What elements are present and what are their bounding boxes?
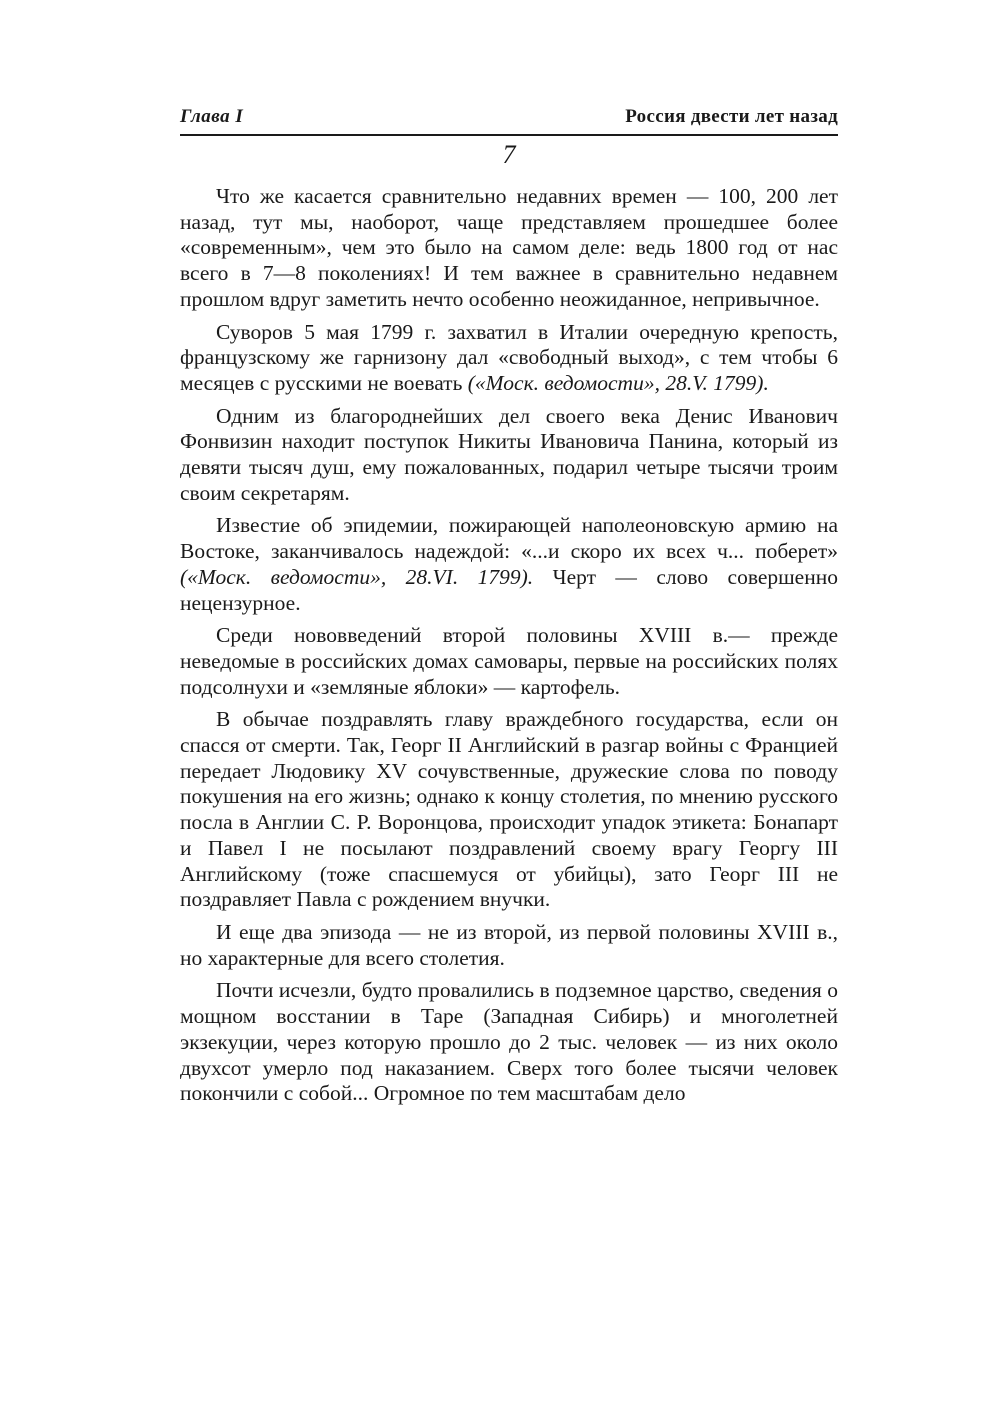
chapter-label: Глава I bbox=[180, 106, 244, 127]
running-title: Россия двести лет назад bbox=[625, 106, 838, 127]
citation: («Моск. ведомости», 28.V. 1799). bbox=[467, 370, 769, 395]
body-text bbox=[180, 184, 838, 1114]
paragraph-8: Почти исчезли, будто провалились в подземное царство, сведения о мощном восстании в Таре (Западная Сибирь) и многолетней экзекуции, через которую прошло до 2 тыс. человек — из них около двухсот умерло под наказанием. Сверх того более тысячи человек покончили с собой... Огромное по тем масштабам дело bbox=[180, 978, 838, 1106]
paragraph-5: Среди нововведений второй половины XVIII в.— прежде неведомые в российских домах самовары, первые на российских полях подсолнухи и «земляные яблоки» — картофель. bbox=[180, 623, 838, 699]
paragraph-2: Суворов 5 мая 1799 г. захватил в Италии очередную крепость, французскому же гарнизону дал «свободный выход», с тем чтобы 6 месяцев с русскими не воевать («Моск. ведомости», 28.V. 1799). bbox=[180, 319, 838, 395]
paragraph-6: В обычае поздравлять главу враждебного государства, если он спасся от смерти. Так, Георг II Английский в разгар войны с Францией передает Людовику XV сочувственные, дружеские слова по поводу покушения на его жизнь; однако к концу столетия, по мнению русского посла в Англии С. Р. Воронцова, происходит упадок этикета: Бонапарт и Павел I не посылают поздравлений своему врагу Георгу III Английскому (тоже спасшемуся от убийцы), зато Георг III не поздравляет Павла с рождением внучки. bbox=[180, 707, 838, 912]
paragraph-1: Что же касается сравнительно недавних времен — 100, 200 лет назад, тут мы, наоборот, чаще представляем прошедшее более «современным», чем это было на самом деле: ведь 1800 год от нас всего в 7—8 поколениях! И тем важнее в сравнительно недавнем прошлом вдруг заметить нечто особенно неожиданное, непривычное. bbox=[180, 184, 838, 311]
running-header bbox=[180, 100, 838, 136]
paragraph-7: И еще два эпизода — не из второй, из первой половины XVIII в., но характерные для всего столетия. bbox=[180, 919, 838, 970]
citation: («Моск. ведомости», 28.VI. 1799). bbox=[180, 564, 534, 589]
paragraph-4: Известие об эпидемии, пожирающей наполеоновскую армию на Востоке, заканчивалось надеждой: «...и скоро их всех ч... поберет» («Моск. ведомости», 28.VI. 1799). Черт — слово совершенно нецензурное. bbox=[180, 513, 838, 615]
page-number: 7 bbox=[502, 140, 516, 169]
paragraph-3: Одним из благороднейших дел своего века Денис Иванович Фонвизин находит поступок Никиты Ивановича Панина, который из девяти тысяч душ, ему пожалованных, подарил четыре тысячи троим своим секретарям. bbox=[180, 403, 838, 505]
